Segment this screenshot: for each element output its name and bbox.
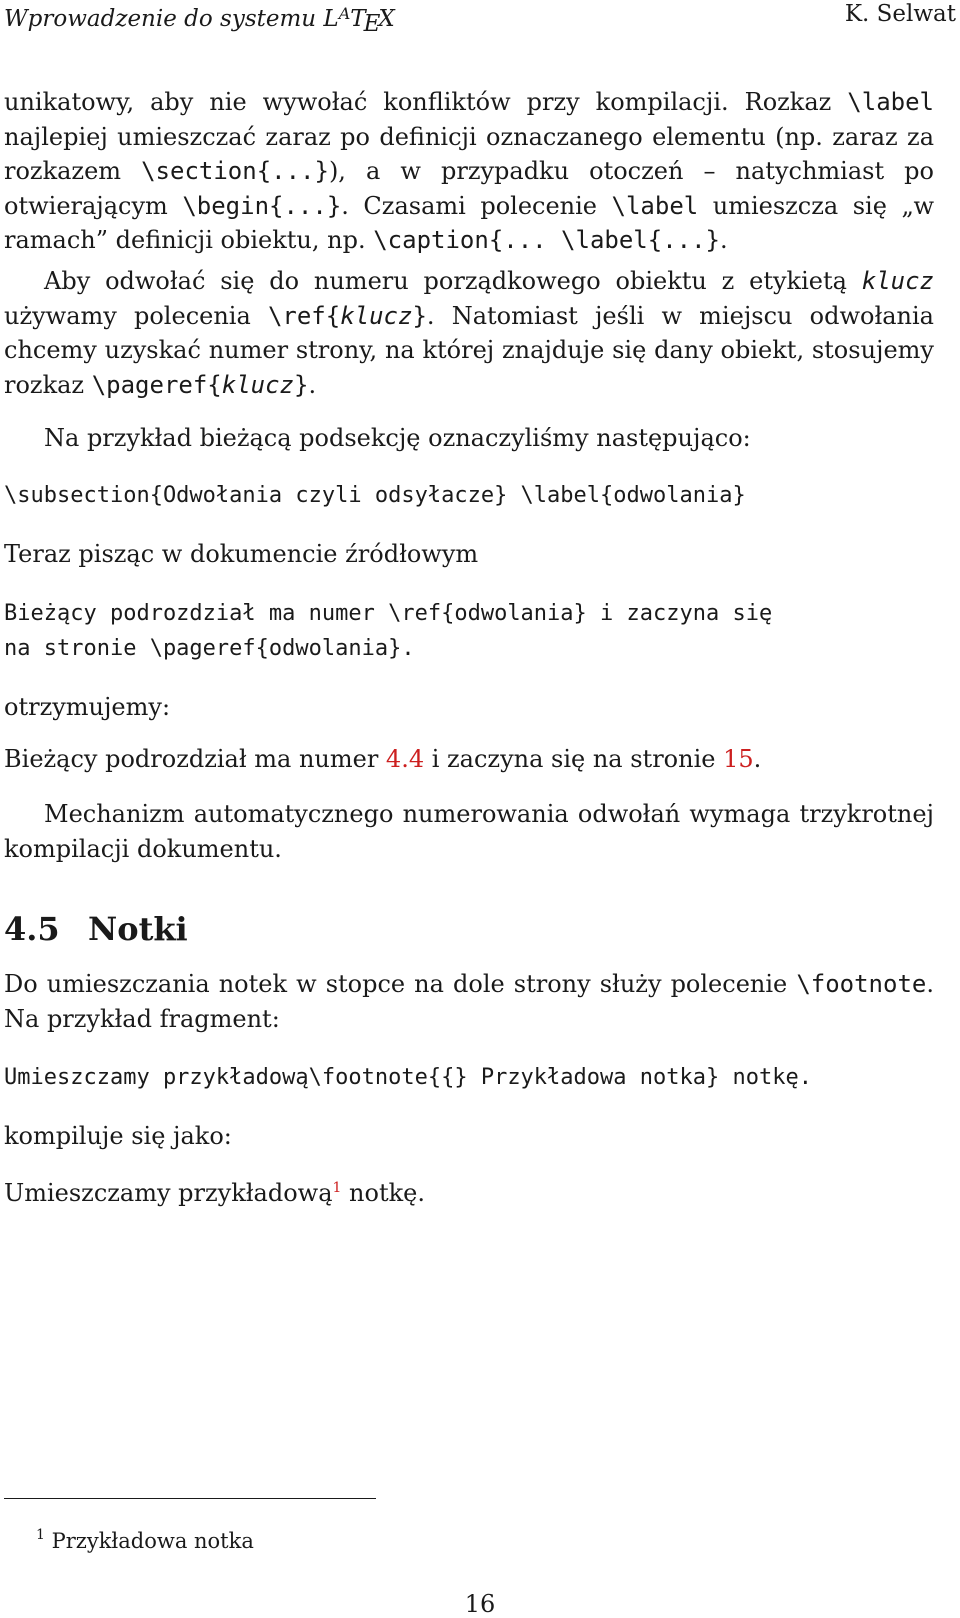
footnote-text: Przykładowa notka [51, 1529, 254, 1553]
paragraph-source-intro: Teraz pisząc w dokumencie źródłowym [4, 540, 479, 568]
paragraph-footnote-intro: Do umieszczania notek w stopce na dole strony służy polecenie \footnote. Na przykład fragment: [4, 970, 934, 1033]
code-section: \section{...} [141, 157, 329, 185]
paragraph-ref-usage: Aby odwołać się do numeru porządkowego obiektu z etykietą klucz używamy polecenia \ref{klucz}. Natomiast jeśli w miejscu odwołania chcemy uzyskać numer strony, na której znajduje się dany obiekt, stosujemy rozkaz \pageref{klucz}. [4, 267, 934, 399]
running-title [4, 0, 395, 37]
page-header [4, 0, 956, 37]
code-block-footnote: Umieszczamy przykładową\footnote{{} Przykładowa notka} notkę. [4, 1065, 812, 1090]
section-title: Notki [88, 910, 188, 948]
paragraph-footnote-result: Umieszczamy przykładową$^1$ notkę. [4, 1179, 425, 1207]
code-brace: } [294, 370, 309, 399]
footnote-mark: 1 [36, 1527, 45, 1543]
code-brace: } [412, 301, 427, 330]
ref-link[interactable]: 4.4 [385, 745, 425, 773]
section-number: 4.5 [4, 910, 60, 948]
code-klucz: klucz [221, 370, 294, 399]
section-heading [4, 909, 188, 949]
footnote [36, 1521, 254, 1555]
code-ref: \ref{ [267, 301, 341, 330]
footnote-mark-link[interactable]: 1 [332, 1180, 342, 1196]
paragraph-compilation-note: Mechanizm automatycznego numerowania odwołań wymaga trzykrotnej kompilacji dokumentu. [4, 800, 934, 863]
author-name: K. Selwat [844, 1, 956, 27]
code-begin: \begin{...} [182, 191, 342, 220]
code-label: \label [847, 88, 934, 116]
code-block-ref-line2: na stronie \pageref{odwolania}. [4, 636, 415, 661]
paragraph-result-intro: otrzymujemy: [4, 693, 171, 721]
code-klucz: klucz [340, 301, 413, 330]
paragraph-result: Bieżący podrozdział ma numer 4.4 i zaczyna się na stronie 15. [4, 745, 762, 773]
code-klucz: klucz [861, 267, 934, 295]
code-footnote: \footnote [796, 970, 927, 998]
paragraph-example-intro: Na przykład bieżącą podsekcję oznaczyliśmy następująco: [44, 424, 751, 452]
paragraph-compiles-as: kompiluje się jako: [4, 1122, 232, 1150]
code-block-subsection: \subsection{Odwołania czyli odsyłacze} \label{odwolania} [4, 483, 746, 508]
code-caption: \caption{... \label{...} [373, 226, 720, 254]
page-number: 16 [464, 1590, 496, 1618]
latex-logo: $L^ATEX$ [323, 4, 395, 37]
running-title-text: Wprowadzenie do systemu [4, 6, 317, 32]
paragraph-label-usage: unikatowy, aby nie wywołać konfliktów przy kompilacji. Rozkaz \label najlepiej umieszczać zaraz po definicji oznaczanego elementu (np. zaraz za rozkazem \section{...}), a w przypadku otoczeń – natychmiast po otwierającym \begin{...}. Czasami polecenie \label umieszcza się „w ramach” definicji obiektu, np. \caption{... \label{...}. [4, 88, 934, 254]
code-label: \label [611, 191, 699, 220]
footnote-rule [4, 1498, 376, 1499]
code-pageref: \pageref{ [91, 370, 222, 399]
pageref-link[interactable]: 15 [723, 745, 754, 773]
code-block-ref-line1: Bieżący podrozdział ma numer \ref{odwolania} i zaczyna się [4, 601, 773, 626]
